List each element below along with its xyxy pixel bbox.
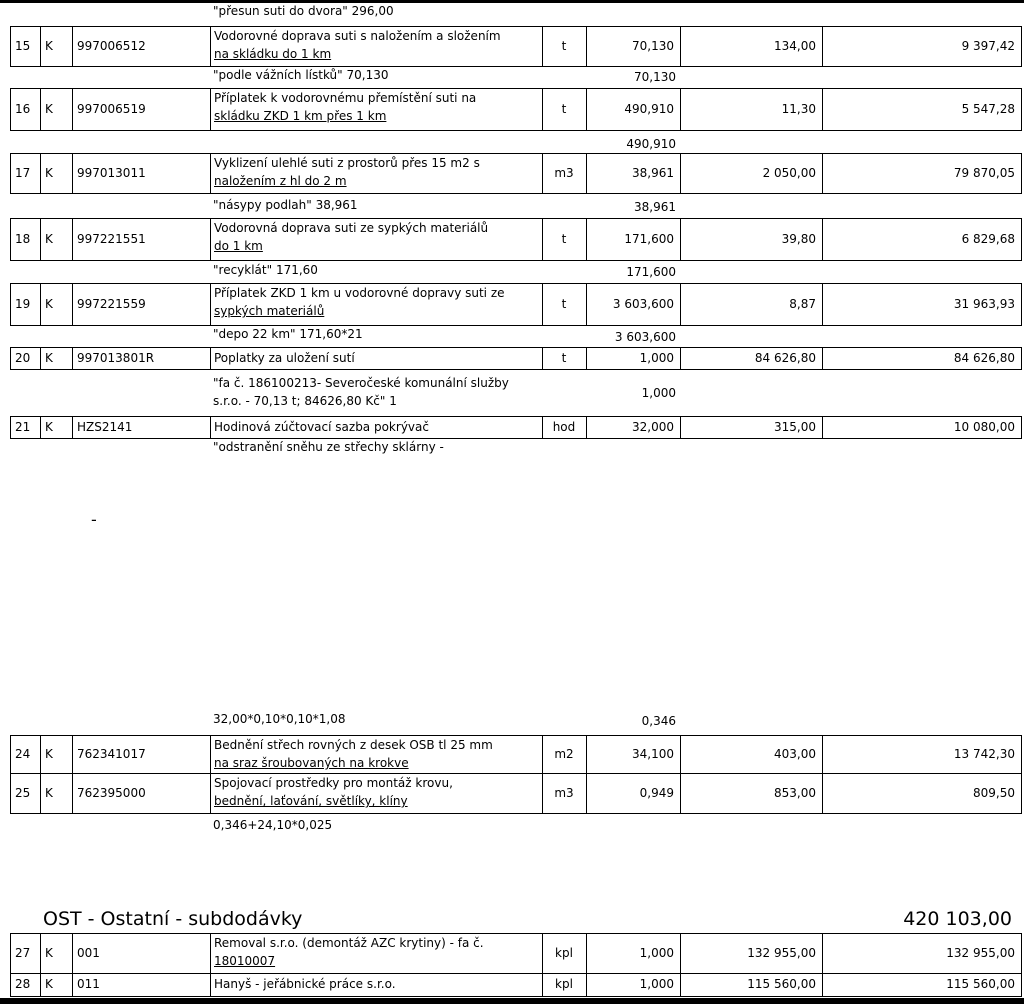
row-total: 13 742,30 <box>953 746 1015 761</box>
note-qty: 0,346 <box>641 714 676 728</box>
row-type: K <box>45 746 53 761</box>
row-quantity: 38,961 <box>632 165 674 180</box>
col-divider <box>72 735 73 774</box>
col-divider <box>40 88 41 131</box>
col-divider <box>1021 218 1022 261</box>
row-quantity: 3 603,600 <box>612 296 674 311</box>
col-divider <box>72 26 73 67</box>
row-description: na skládku do 1 km <box>214 47 332 61</box>
col-divider <box>210 933 211 974</box>
col-divider <box>210 218 211 261</box>
row-description: Spojovací prostředky pro montáž krovu, <box>214 776 453 790</box>
row-quantity: 34,100 <box>632 746 674 761</box>
row-unit: kpl <box>555 945 573 960</box>
row-type: K <box>45 231 53 246</box>
note-dash: - <box>91 510 97 529</box>
col-divider <box>40 283 41 326</box>
row-total: 84 626,80 <box>953 350 1015 365</box>
row-description: na sraz šroubovaných na krokve <box>214 756 409 770</box>
col-divider <box>210 347 211 370</box>
row-description: Hanyš - jeřábnické práce s.r.o. <box>214 977 396 991</box>
row-description: Příplatek ZKD 1 km u vodorovné dopravy suti ze <box>214 286 505 300</box>
col-divider <box>10 773 11 814</box>
row-border-top <box>10 218 1021 219</box>
row-code: 997221559 <box>77 296 146 311</box>
col-divider <box>40 153 41 194</box>
row-border-top <box>10 347 1021 348</box>
row-border-bottom <box>10 130 1021 131</box>
row-number: 17 <box>15 165 31 180</box>
col-divider <box>210 283 211 326</box>
row-description: Příplatek k vodorovnému přemístění suti na <box>214 91 477 105</box>
table-row <box>0 218 1024 260</box>
col-divider <box>1021 773 1022 814</box>
row-description: Poplatky za uložení sutí <box>214 350 355 365</box>
row-type: K <box>45 101 53 116</box>
col-divider <box>210 973 211 997</box>
row-type: K <box>45 945 53 960</box>
table-row <box>0 973 1024 996</box>
table-row <box>0 283 1024 325</box>
row-border-bottom <box>10 325 1021 326</box>
col-divider <box>10 416 11 439</box>
col-divider <box>72 347 73 370</box>
col-divider <box>72 88 73 131</box>
row-unit: t <box>561 38 567 53</box>
col-divider <box>10 26 11 67</box>
row-number: 21 <box>15 419 31 434</box>
row-border-bottom <box>10 369 1021 370</box>
note-qty: 70,130 <box>634 70 676 84</box>
note-qty: 3 603,600 <box>614 330 676 344</box>
row-border-top <box>10 933 1021 934</box>
row-border-bottom <box>10 996 1021 997</box>
row-unit-price: 403,00 <box>774 746 816 761</box>
row-description: Hodinová zúčtovací sazba pokrývač <box>214 419 429 434</box>
row-border-top <box>10 283 1021 284</box>
col-divider <box>10 973 11 997</box>
note-text: "násypy podlah" 38,961 <box>213 198 358 212</box>
table-row <box>0 26 1024 66</box>
row-number: 27 <box>15 945 31 960</box>
note-qty: 490,910 <box>626 137 676 151</box>
note-text: 0,346+24,10*0,025 <box>213 818 333 832</box>
col-divider <box>10 218 11 261</box>
col-divider <box>72 283 73 326</box>
row-total: 31 963,93 <box>953 296 1015 311</box>
row-code: 762395000 <box>77 785 146 800</box>
col-divider <box>1021 973 1022 997</box>
row-description: do 1 km <box>214 239 263 253</box>
col-divider <box>10 347 11 370</box>
note-text: "recyklát" 171,60 <box>213 263 318 277</box>
row-code: 762341017 <box>77 746 146 761</box>
row-unit-price: 132 955,00 <box>747 945 816 960</box>
col-divider <box>1021 283 1022 326</box>
col-divider <box>210 773 211 814</box>
col-divider <box>40 973 41 997</box>
col-divider <box>10 735 11 774</box>
row-unit-price: 134,00 <box>774 38 816 53</box>
row-description: Vodorovná doprava suti ze sypkých materiálů <box>214 221 489 235</box>
row-type: K <box>45 977 53 991</box>
col-divider <box>72 218 73 261</box>
row-unit: hod <box>552 419 576 434</box>
row-number: 25 <box>15 785 31 800</box>
row-quantity: 171,600 <box>624 231 674 246</box>
col-divider <box>1021 88 1022 131</box>
col-divider <box>72 773 73 814</box>
col-divider <box>40 735 41 774</box>
row-type: K <box>45 296 53 311</box>
row-border-bottom <box>10 193 1021 194</box>
col-divider <box>40 773 41 814</box>
row-unit: kpl <box>555 977 573 991</box>
row-code: 001 <box>77 945 100 960</box>
note-text: "depo 22 km" 171,60*21 <box>213 327 363 341</box>
row-description: skládku ZKD 1 km přes 1 km <box>214 109 387 123</box>
table-row <box>0 153 1024 193</box>
row-type: K <box>45 38 53 53</box>
col-divider <box>1021 347 1022 370</box>
row-code: 997221551 <box>77 231 146 246</box>
row-quantity: 1,000 <box>639 945 674 960</box>
row-border-bottom <box>10 260 1021 261</box>
row-border-bottom <box>10 66 1021 67</box>
row-quantity: 1,000 <box>639 350 674 365</box>
row-unit-price: 2 050,00 <box>762 165 816 180</box>
col-divider <box>10 153 11 194</box>
table-row <box>0 773 1024 813</box>
row-unit-price: 8,87 <box>789 296 816 311</box>
col-divider <box>72 416 73 439</box>
row-description: sypkých materiálů <box>214 304 325 318</box>
col-divider <box>10 283 11 326</box>
section-title: OST - Ostatní - subdodávky <box>43 908 303 930</box>
col-divider <box>1021 735 1022 774</box>
row-description: Bednění střech rovných z desek OSB tl 25 mm <box>214 738 493 752</box>
scan-edge-bottom <box>0 998 1024 1004</box>
table-row <box>0 735 1024 773</box>
col-divider <box>10 933 11 974</box>
row-unit: t <box>561 101 567 116</box>
row-type: K <box>45 419 53 434</box>
row-code: 011 <box>77 977 100 991</box>
note-text: "přesun suti do dvora" 296,00 <box>213 4 394 18</box>
row-code: HZS2141 <box>77 419 133 434</box>
row-number: 15 <box>15 38 31 53</box>
row-description: bednění, laťování, světlíky, klíny <box>214 794 408 808</box>
row-border-top <box>10 26 1021 27</box>
row-unit-price: 315,00 <box>774 419 816 434</box>
row-border-top <box>10 416 1021 417</box>
row-quantity: 1,000 <box>639 977 674 991</box>
row-border-bottom <box>10 813 1021 814</box>
col-divider <box>1021 933 1022 974</box>
col-divider <box>210 153 211 194</box>
note-text: "podle vážních lístků" 70,130 <box>213 68 389 82</box>
row-unit: t <box>561 231 567 246</box>
row-number: 18 <box>15 231 31 246</box>
row-border-top <box>10 973 1021 974</box>
row-description: Removal s.r.o. (demontáž AZC krytiny) - fa č. <box>214 936 484 950</box>
row-total: 115 560,00 <box>946 977 1015 991</box>
col-divider <box>40 26 41 67</box>
col-divider <box>210 735 211 774</box>
row-border-top <box>10 735 1021 736</box>
col-divider <box>72 973 73 997</box>
row-code: 997006519 <box>77 101 146 116</box>
col-divider <box>40 933 41 974</box>
row-border-bottom <box>10 438 1021 439</box>
row-quantity: 32,000 <box>632 419 674 434</box>
row-code: 997013011 <box>77 165 146 180</box>
section-total: 420 103,00 <box>903 908 1012 930</box>
note-qty: 38,961 <box>634 200 676 214</box>
row-code: 997006512 <box>77 38 146 53</box>
col-divider <box>72 153 73 194</box>
row-total: 9 397,42 <box>961 38 1015 53</box>
row-unit: m2 <box>554 746 574 761</box>
col-divider <box>72 933 73 974</box>
row-number: 28 <box>15 977 31 991</box>
col-divider <box>210 88 211 131</box>
row-unit: m3 <box>554 785 574 800</box>
row-unit: m3 <box>554 165 574 180</box>
row-number: 19 <box>15 296 31 311</box>
table-row <box>0 347 1024 369</box>
row-unit: t <box>561 350 567 365</box>
table-row <box>0 933 1024 973</box>
col-divider <box>1021 416 1022 439</box>
table-row <box>0 416 1024 438</box>
row-unit-price: 39,80 <box>781 231 816 246</box>
note-qty: 171,600 <box>626 265 676 279</box>
row-code: 997013801R <box>77 350 155 365</box>
row-type: K <box>45 785 53 800</box>
row-border-top <box>10 153 1021 154</box>
note-text: "fa č. 186100213- Severočeské komunální služby <box>213 376 509 390</box>
row-border-top <box>10 773 1021 774</box>
note-qty: 1,000 <box>641 386 676 400</box>
row-unit-price: 11,30 <box>781 101 816 116</box>
row-total: 809,50 <box>973 785 1015 800</box>
row-quantity: 70,130 <box>632 38 674 53</box>
col-divider <box>1021 26 1022 67</box>
col-divider <box>40 218 41 261</box>
row-total: 79 870,05 <box>953 165 1015 180</box>
col-divider <box>40 347 41 370</box>
row-unit-price: 84 626,80 <box>754 350 816 365</box>
row-total: 10 080,00 <box>953 419 1015 434</box>
note-text: s.r.o. - 70,13 t; 84626,80 Kč" 1 <box>213 394 397 408</box>
row-type: K <box>45 165 53 180</box>
scan-edge-top <box>0 0 1024 3</box>
row-quantity: 490,910 <box>624 101 674 116</box>
col-divider <box>10 88 11 131</box>
row-number: 20 <box>15 350 31 365</box>
row-description: Vodorovné doprava suti s naložením a složením <box>214 29 501 43</box>
note-text: 32,00*0,10*0,10*1,08 <box>213 712 346 726</box>
row-number: 24 <box>15 746 31 761</box>
row-description: naložením z hl do 2 m <box>214 174 347 188</box>
row-unit-price: 115 560,00 <box>747 977 816 991</box>
row-unit-price: 853,00 <box>774 785 816 800</box>
row-total: 132 955,00 <box>946 945 1015 960</box>
col-divider <box>40 416 41 439</box>
row-type: K <box>45 350 53 365</box>
table-row <box>0 88 1024 130</box>
row-total: 6 829,68 <box>961 231 1015 246</box>
row-quantity: 0,949 <box>639 785 674 800</box>
row-description: Vyklizení ulehlé suti z prostorů přes 15 m2 s <box>214 156 480 170</box>
col-divider <box>210 416 211 439</box>
row-total: 5 547,28 <box>961 101 1015 116</box>
col-divider <box>210 26 211 67</box>
row-border-top <box>10 88 1021 89</box>
note-text: "odstranění sněhu ze střechy sklárny - <box>213 440 444 454</box>
row-description: 18010007 <box>214 954 276 968</box>
row-unit: t <box>561 296 567 311</box>
row-number: 16 <box>15 101 31 116</box>
col-divider <box>1021 153 1022 194</box>
